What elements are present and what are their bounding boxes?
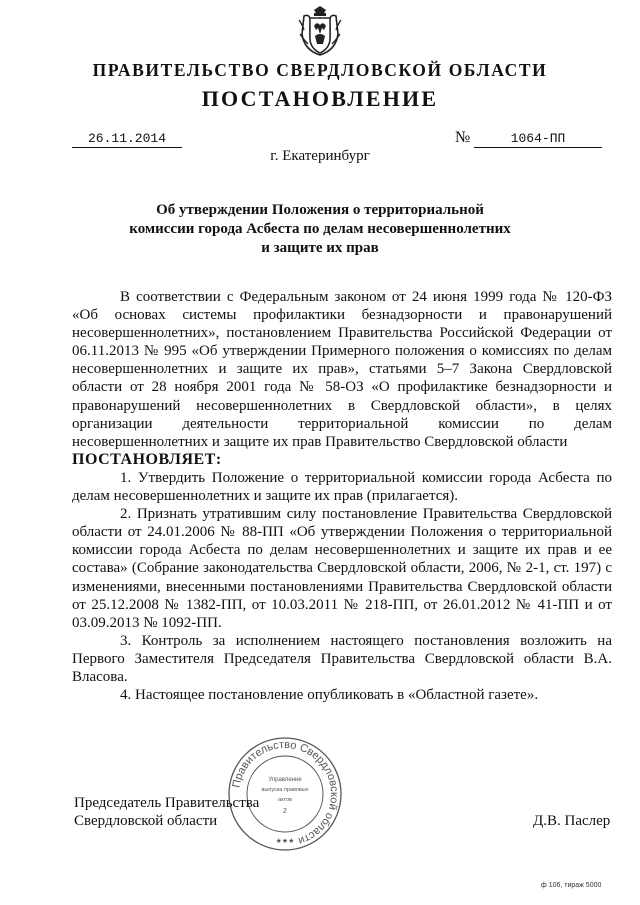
stamp-ring-text: Правительство Свердловской области xyxy=(230,738,341,847)
stamp-number: 2 xyxy=(283,808,287,815)
item-4: 4. Настоящее постановление опубликовать в «Областной газете». xyxy=(120,687,539,704)
coat-of-arms-icon xyxy=(296,4,344,56)
position-line-2: Свердловской области xyxy=(74,813,218,829)
item-3: 3. Контроль за исполнением настоящего постановления возложить на Первого Заместителя Председателя Правительства Свердловской области В.А. Власова. xyxy=(72,632,612,685)
organization-name: ПРАВИТЕЛЬСТВО СВЕРДЛОВСКОЙ ОБЛАСТИ xyxy=(92,60,548,80)
document-date: 26.11.2014 xyxy=(72,131,182,148)
stamp-line-1: Управление xyxy=(268,777,302,783)
item-1: 1. Утвердить Положение о территориальной комиссии города Асбеста по делам несовершеннолетних и защите их прав (прилагается). xyxy=(72,469,612,505)
title-line-1: Об утверждении Положения о территориальной xyxy=(156,202,484,218)
title-line-2: комиссии города Асбеста по делам несовершеннолетних xyxy=(129,221,511,237)
resolves-heading: ПОСТАНОВЛЯЕТ: xyxy=(72,450,222,468)
number-label: № xyxy=(455,129,471,146)
print-note: ф 106, тираж 5000 xyxy=(541,882,602,889)
document-type: ПОСТАНОВЛЕНИЕ xyxy=(201,86,439,111)
city: г. Екатеринбург xyxy=(270,148,370,164)
stamp-line-3: актов xyxy=(278,797,292,803)
document-title xyxy=(100,201,540,258)
stamp-stars: ★★★ xyxy=(275,838,295,845)
signatory-position xyxy=(74,794,259,830)
title-line-3: и защите их прав xyxy=(261,240,379,256)
preamble-paragraph: В соответствии с Федеральным законом от 24 июня 1999 года № 120-ФЗ «Об основах системы профилактики безнадзорности и правонарушений несовершеннолетних», постановлением Правительства Российской Федерации от 06.11.2013 № 995 «Об утверждении Примерного положения о комиссиях по делам несовершеннолетних и защите их прав», статьями 5–7 Закона Свердловской области от 28 ноября 2001 года № 58-ОЗ «О профилактике безнадзорности и правонарушений несовершеннолетних в Свердловской области», в целях организации деятельности территориальной комиссии по делам несовершеннолетних и защите их прав Правительство Свердловской области xyxy=(72,289,612,450)
signatory-name: Д.В. Паслер xyxy=(533,813,611,829)
document-number: 1064-ПП xyxy=(474,131,602,148)
document-body xyxy=(72,288,612,704)
stamp-line-2: выпуска правовых xyxy=(261,787,309,793)
position-line-1: Председатель Правительства xyxy=(74,795,260,811)
item-2: 2. Признать утратившим силу постановление Правительства Свердловской области от 24.01.2006 № 88-ПП «Об утверждении Положения о территориальной комиссии города Асбеста по делам несовершеннолетних и защите их прав и ее состава» (Собрание законодательства Свердловской области, 2006, № 2-1, ст. 197) с изменениями, внесенными постановлениями Правительства Свердловской области от 25.12.2008 № 1382-ПП, от 10.03.2011 № 218-ПП, от 26.01.2012 № 41-ПП и от 03.09.2013 № 1092-ПП. xyxy=(72,506,612,631)
